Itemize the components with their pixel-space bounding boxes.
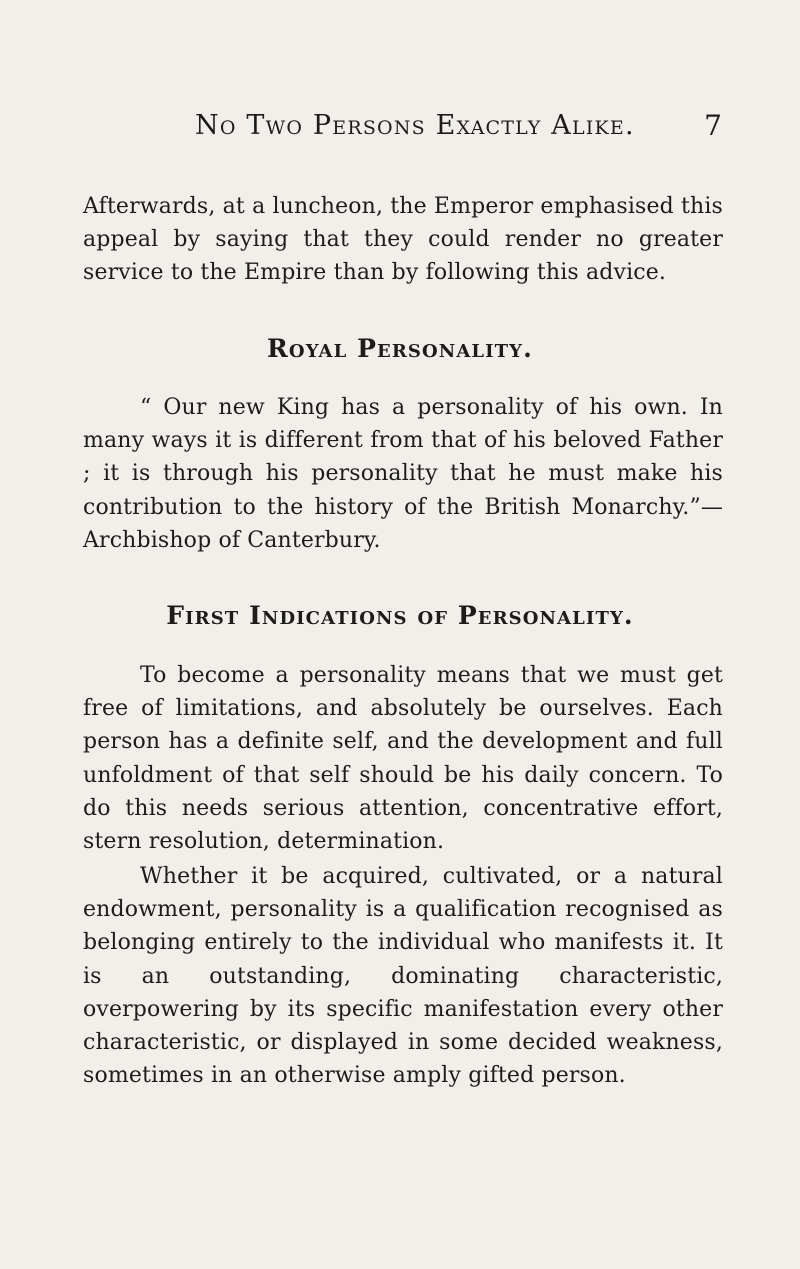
section-heading-royal-personality: Royal Personality.: [267, 333, 533, 363]
archbishop-quote: “ Our new King has a personality of his own. In many ways it is different from that of his beloved Father ; it is through his personality that he must make his contribution to the history of the British Monarchy.”—Archbishop of Canterbury.: [83, 395, 723, 553]
running-header-title: No Two Persons Exactly Alike.: [195, 110, 635, 141]
section-heading-first-indications: First Indications of Personality.: [166, 600, 634, 630]
body-paragraph-luncheon: Afterwards, at a luncheon, the Emperor emphasised this appeal by saying that they could render no greater service to the Empire than by following this advice.: [83, 194, 723, 286]
body-paragraph-becoming-personality: To become a personality means that we must get free of limitations, and absolutely be ourselves. Each person has a definite self, and the development and full unfoldment of that self should be his daily concern. To do this needs serious attention, concentrative effort, stern resolution, determination.: [83, 663, 723, 855]
page-number: 7: [704, 109, 722, 142]
body-paragraph-qualification: Whether it be acquired, cultivated, or a natural endowment, personality is a qualification recognised as belonging entirely to the individual who manifests it. It is an outstanding, dominating characteristic, overpowering by its specific manifestation every other characteristic, or displayed in some decided weakness, sometimes in an otherwise amply gifted person.: [83, 864, 723, 1089]
